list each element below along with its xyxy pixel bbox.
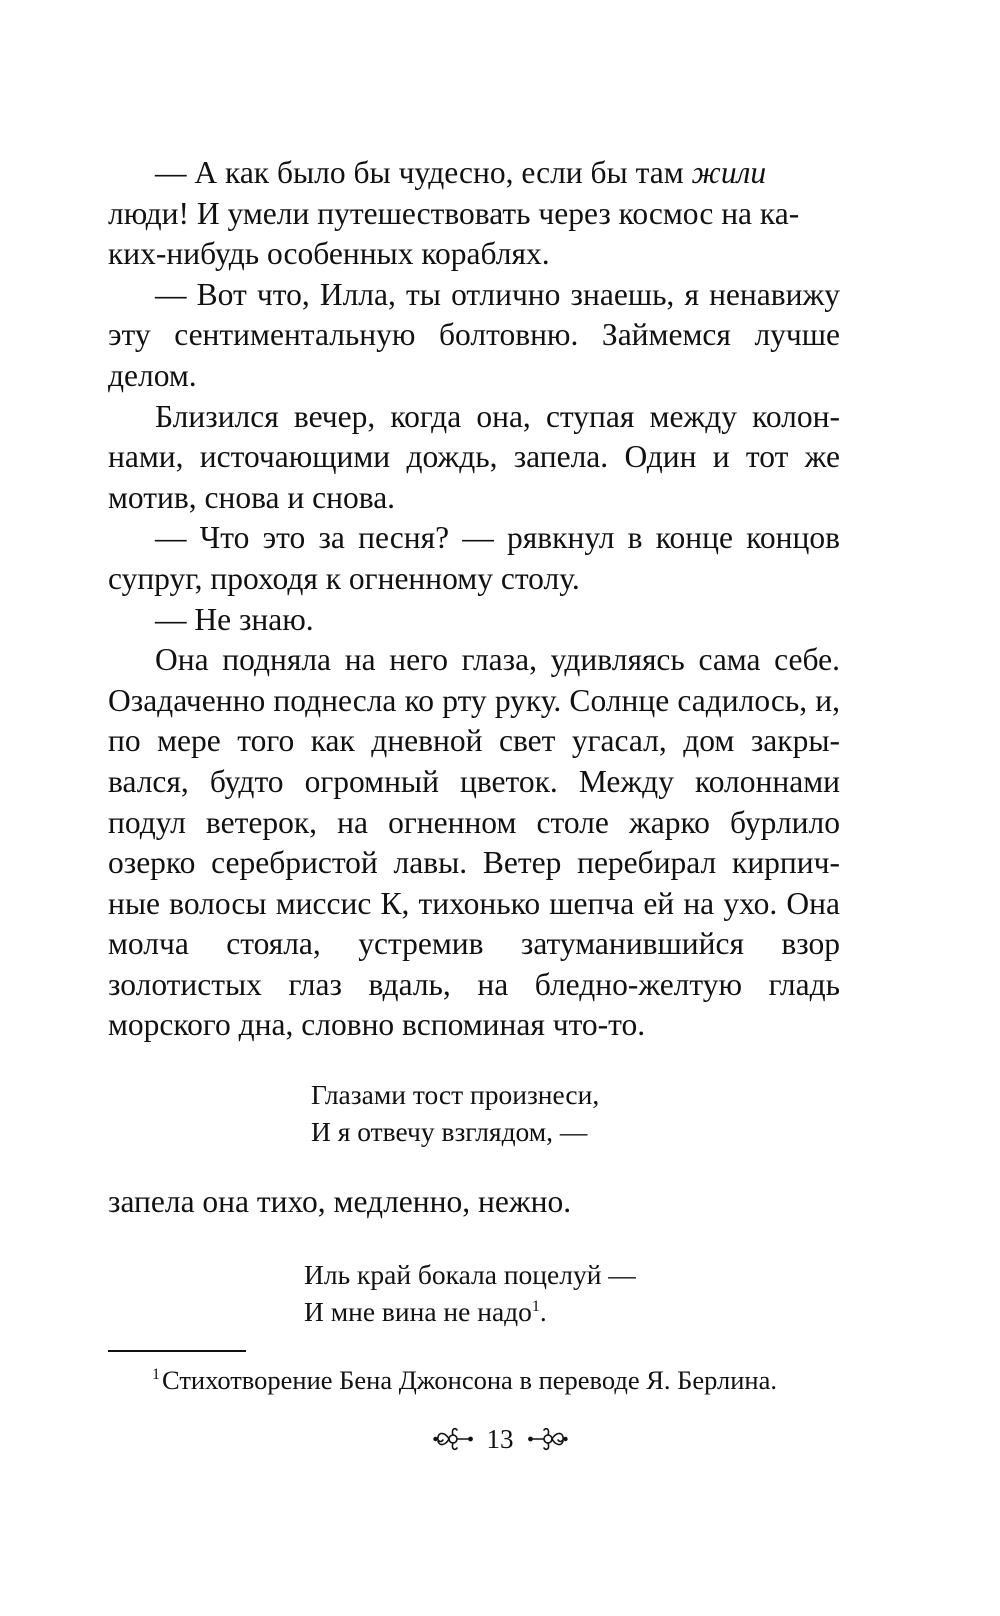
verse-line: И я отвечу взглядом, — <box>311 1115 588 1147</box>
paragraph-1-line-1: — А как было бы чудесно, если бы там <box>155 155 692 190</box>
verse-line: Иль край бокала поцелуй — <box>304 1259 636 1290</box>
paragraph-2: — Вот что, Илла, ты отлично знаешь, я ненавижу эту сентиментальную болтовню. Займемся лучше делом. <box>108 276 840 393</box>
verse-line: Глазами тост произнеси, <box>311 1079 600 1110</box>
footnote-divider <box>108 1350 246 1352</box>
paragraph-1 <box>108 153 840 275</box>
footnote-reference[interactable]: 1 <box>531 1297 540 1315</box>
page-footer <box>0 1418 1000 1457</box>
paragraph-6: Она подняла на него глаза, удивляясь сама себе. Озадаченно поднесла ко рту руку. Солнце садилось, и, по мере того как дневной свет угасал, дом закрывался, будто огромный цветок. Между колоннами подул ветерок, на огненном столе жарко бурлило озерко серебристой лавы. Ветер перебирал кирпичные волосы миссис К, тихонько шепча ей на ухо. Она молча стояла, устремив затуманившийся взор золотистых глаз вдаль, на бледно-желтую гладь морского дна, словно вспоминая что-то. <box>108 642 840 1043</box>
verse-line-text: И мне вина не надо <box>304 1295 532 1327</box>
main-text <box>108 153 840 1046</box>
paragraph-3: Близился вечер, когда она, ступая между колоннами, источающими дождь, запела. Один и тот же мотив, снова и снова. <box>108 398 840 515</box>
footnote-mark: 1 <box>152 1366 160 1384</box>
verse-stanza-1 <box>311 1077 599 1150</box>
emphasis-word: жили <box>691 155 767 190</box>
verse-line <box>304 1294 636 1331</box>
paragraph-1-line-2: люди! И умели путешествовать через космос на ка- <box>108 195 800 231</box>
verse-line-end: . <box>539 1295 547 1327</box>
paragraph-5: — Не знаю. <box>155 601 314 637</box>
verse-stanza-2 <box>304 1257 636 1330</box>
continuation-line: запела она тихо, медленно, нежно. <box>108 1184 572 1219</box>
paragraph-4: — Что это за песня? — рявкнул в конце концов супруг, проходя к огненному столу. <box>108 520 840 596</box>
ornament-right-icon <box>528 1422 568 1456</box>
footnote-text: Стихотворение Бена Джонсона в переводе Я. Берлина. <box>162 1365 777 1395</box>
footnote <box>152 1363 777 1397</box>
ornament-left-icon <box>433 1422 473 1456</box>
paragraph-1-line-3: ких-нибудь особенных кораблях. <box>108 236 550 272</box>
page-number: 13 <box>486 1423 514 1454</box>
